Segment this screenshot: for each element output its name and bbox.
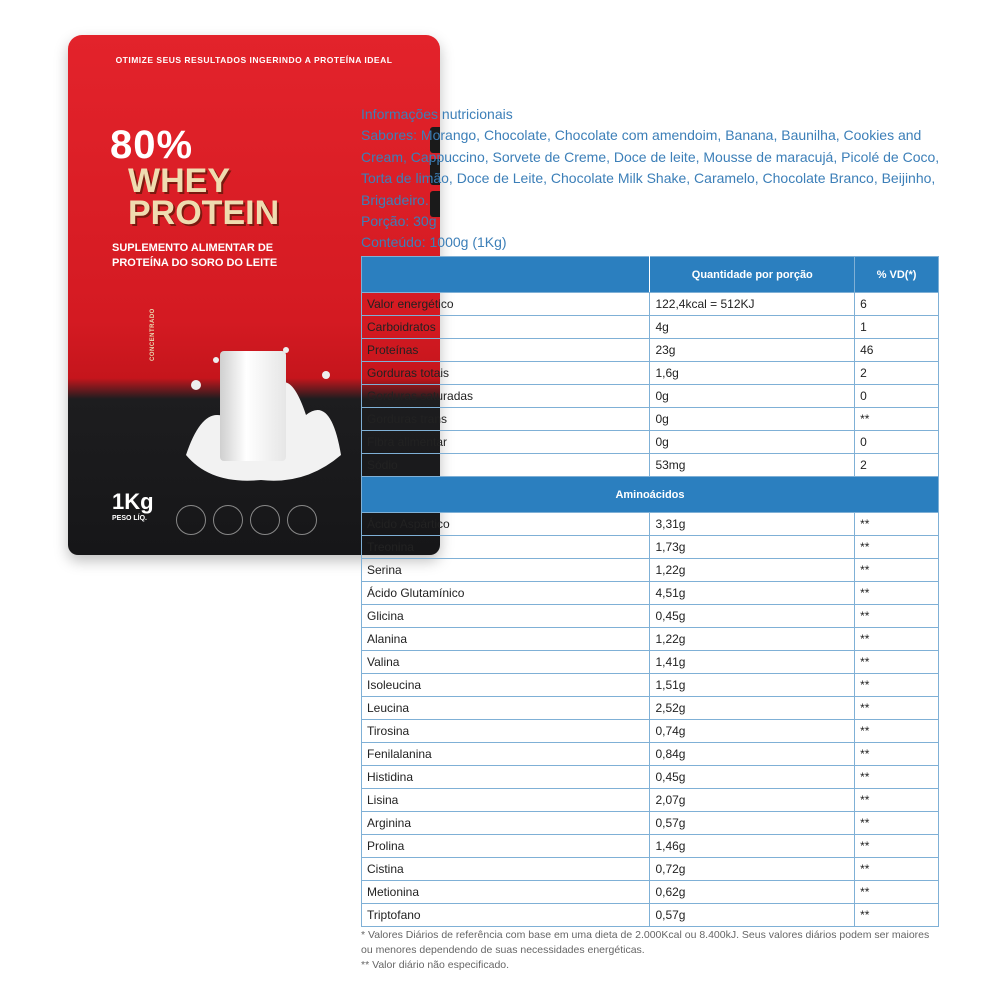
cell-name: Metionina [362, 881, 650, 904]
cell-vd: ** [855, 743, 939, 766]
cell-vd: ** [855, 513, 939, 536]
table-row [362, 316, 939, 339]
badge-icon [213, 505, 243, 535]
cell-name: Sódio [362, 454, 650, 477]
cell-name: Isoleucina [362, 674, 650, 697]
cell-vd: ** [855, 536, 939, 559]
table-row [362, 513, 939, 536]
cell-name: Serina [362, 559, 650, 582]
cell-vd: ** [855, 766, 939, 789]
table-row [362, 628, 939, 651]
cell-qty: 1,73g [650, 536, 855, 559]
cell-qty: 0,45g [650, 605, 855, 628]
cell-vd: ** [855, 651, 939, 674]
footnote [361, 928, 941, 973]
cell-vd: 1 [855, 316, 939, 339]
cell-qty: 3,31g [650, 513, 855, 536]
cell-vd: ** [855, 674, 939, 697]
table-row [362, 743, 939, 766]
cell-vd: ** [855, 697, 939, 720]
cell-qty: 1,6g [650, 362, 855, 385]
table-header-row [362, 257, 939, 293]
cell-qty: 1,22g [650, 628, 855, 651]
cell-qty: 1,22g [650, 559, 855, 582]
badge-icon [250, 505, 280, 535]
pouch-whey: WHEY [128, 162, 230, 200]
cell-name: Gorduras totais [362, 362, 650, 385]
nutrition-info [361, 104, 951, 254]
cell-name: Glicina [362, 605, 650, 628]
cell-name: Prolina [362, 835, 650, 858]
pouch-weight: 1Kg [112, 489, 154, 514]
table-row [362, 454, 939, 477]
cell-qty: 4,51g [650, 582, 855, 605]
cell-vd: ** [855, 789, 939, 812]
cell-vd: ** [855, 605, 939, 628]
badge-icon [287, 505, 317, 535]
cell-name: Proteínas [362, 339, 650, 362]
cell-name: Alanina [362, 628, 650, 651]
table-row [362, 835, 939, 858]
cell-qty: 53mg [650, 454, 855, 477]
cell-qty: 0,45g [650, 766, 855, 789]
nutrition-table [361, 256, 939, 927]
cell-vd: ** [855, 628, 939, 651]
cell-name: Carboidratos [362, 316, 650, 339]
cell-vd: 46 [855, 339, 939, 362]
pouch-subtitle: SUPLEMENTO ALIMENTAR DE PROTEÍNA DO SORO DO LEITE [112, 242, 278, 269]
cell-qty: 0g [650, 408, 855, 431]
cell-vd: 0 [855, 385, 939, 408]
table-row [362, 766, 939, 789]
cell-vd: ** [855, 582, 939, 605]
cell-name: Ácido Glutamínico [362, 582, 650, 605]
table-row [362, 858, 939, 881]
cell-qty: 122,4kcal = 512KJ [650, 293, 855, 316]
cell-qty: 0,84g [650, 743, 855, 766]
cell-name: Treonina [362, 536, 650, 559]
cell-qty: 0g [650, 385, 855, 408]
cell-name: Fenilalanina [362, 743, 650, 766]
pouch-percent: 80% [110, 123, 194, 167]
info-flavors: Sabores: Morango, Chocolate, Chocolate com amendoim, Banana, Baunilha, Cookies and Cream, Cappuccino, Sorvete de Creme, Doce de leite, Mousse de maracujá, Picolé de Coco, Torta de limão, Doce de Leite, Chocolate Milk Shake, Caramelo, Chocolate Branco, Beijinho, Brigadeiro. [361, 127, 940, 208]
table-row [362, 559, 939, 582]
amino-section-header [362, 477, 939, 513]
table-row [362, 904, 939, 927]
cell-qty: 1,46g [650, 835, 855, 858]
info-content: Conteúdo: 1000g (1Kg) [361, 234, 507, 251]
cell-name: Tirosina [362, 720, 650, 743]
footnote-line2: ** Valor diário não especificado. [361, 959, 510, 971]
cell-qty: 4g [650, 316, 855, 339]
cell-vd: ** [855, 720, 939, 743]
table-row [362, 408, 939, 431]
cell-name: Ácido Aspártico [362, 513, 650, 536]
cell-vd: ** [855, 858, 939, 881]
cell-vd: ** [855, 559, 939, 582]
cell-name: Valina [362, 651, 650, 674]
badge-icon [176, 505, 206, 535]
pouch-concentrado: CONCENTRADO [150, 308, 156, 361]
cell-vd: ** [855, 835, 939, 858]
table-header-blank [362, 257, 650, 293]
table-row [362, 293, 939, 316]
cell-name: Cistina [362, 858, 650, 881]
table-row [362, 536, 939, 559]
amino-header: Aminoácidos [362, 477, 939, 513]
cell-qty: 0,62g [650, 881, 855, 904]
cell-vd: ** [855, 812, 939, 835]
table-row [362, 582, 939, 605]
pouch-peso-label: PESO LÍQ. [112, 515, 148, 522]
pouch-badges [176, 505, 317, 535]
table-row [362, 362, 939, 385]
table-row [362, 881, 939, 904]
pouch-protein: PROTEIN [128, 194, 280, 232]
cell-name: Triptofano [362, 904, 650, 927]
cell-name: Fibra alimentar [362, 431, 650, 454]
table-row [362, 812, 939, 835]
cell-vd: ** [855, 408, 939, 431]
cell-name: Valor energético [362, 293, 650, 316]
table-row [362, 385, 939, 408]
table-row [362, 674, 939, 697]
cell-qty: 0g [650, 431, 855, 454]
cell-qty: 2,07g [650, 789, 855, 812]
table-row [362, 720, 939, 743]
pouch-product-name [128, 162, 280, 232]
cell-qty: 23g [650, 339, 855, 362]
footnote-line1: * Valores Diários de referência com base em uma dieta de 2.000Kcal ou 8.400kJ. Seus valores diários podem ser maiores ou menores dependendo de suas necessidades energéticas. [361, 929, 930, 956]
cell-vd: ** [855, 881, 939, 904]
cell-vd: ** [855, 904, 939, 927]
table-row [362, 651, 939, 674]
cell-qty: 0,57g [650, 904, 855, 927]
table-row [362, 339, 939, 362]
cell-name: Leucina [362, 697, 650, 720]
cell-vd: 2 [855, 362, 939, 385]
cell-vd: 6 [855, 293, 939, 316]
cell-name: Lisina [362, 789, 650, 812]
cell-name: Gorduras trans [362, 408, 650, 431]
table-header-qty: Quantidade por porção [650, 257, 855, 293]
table-row [362, 431, 939, 454]
pouch-tagline: OTIMIZE SEUS RESULTADOS INGERINDO A PROTEÍNA IDEAL [115, 55, 393, 65]
table-row [362, 697, 939, 720]
cell-qty: 1,41g [650, 651, 855, 674]
info-portion: Porção: 30g [361, 213, 437, 230]
cell-vd: 0 [855, 431, 939, 454]
cell-qty: 0,74g [650, 720, 855, 743]
table-header-vd: % VD(*) [855, 257, 939, 293]
cell-qty: 0,57g [650, 812, 855, 835]
info-heading: Informações nutricionais [361, 106, 513, 122]
table-row [362, 605, 939, 628]
milk-glass-icon [220, 351, 286, 461]
cell-qty: 1,51g [650, 674, 855, 697]
cell-qty: 2,52g [650, 697, 855, 720]
cell-name: Arginina [362, 812, 650, 835]
cell-vd: 2 [855, 454, 939, 477]
cell-name: Histidina [362, 766, 650, 789]
table-row [362, 789, 939, 812]
cell-qty: 0,72g [650, 858, 855, 881]
cell-name: Gorduras saturadas [362, 385, 650, 408]
